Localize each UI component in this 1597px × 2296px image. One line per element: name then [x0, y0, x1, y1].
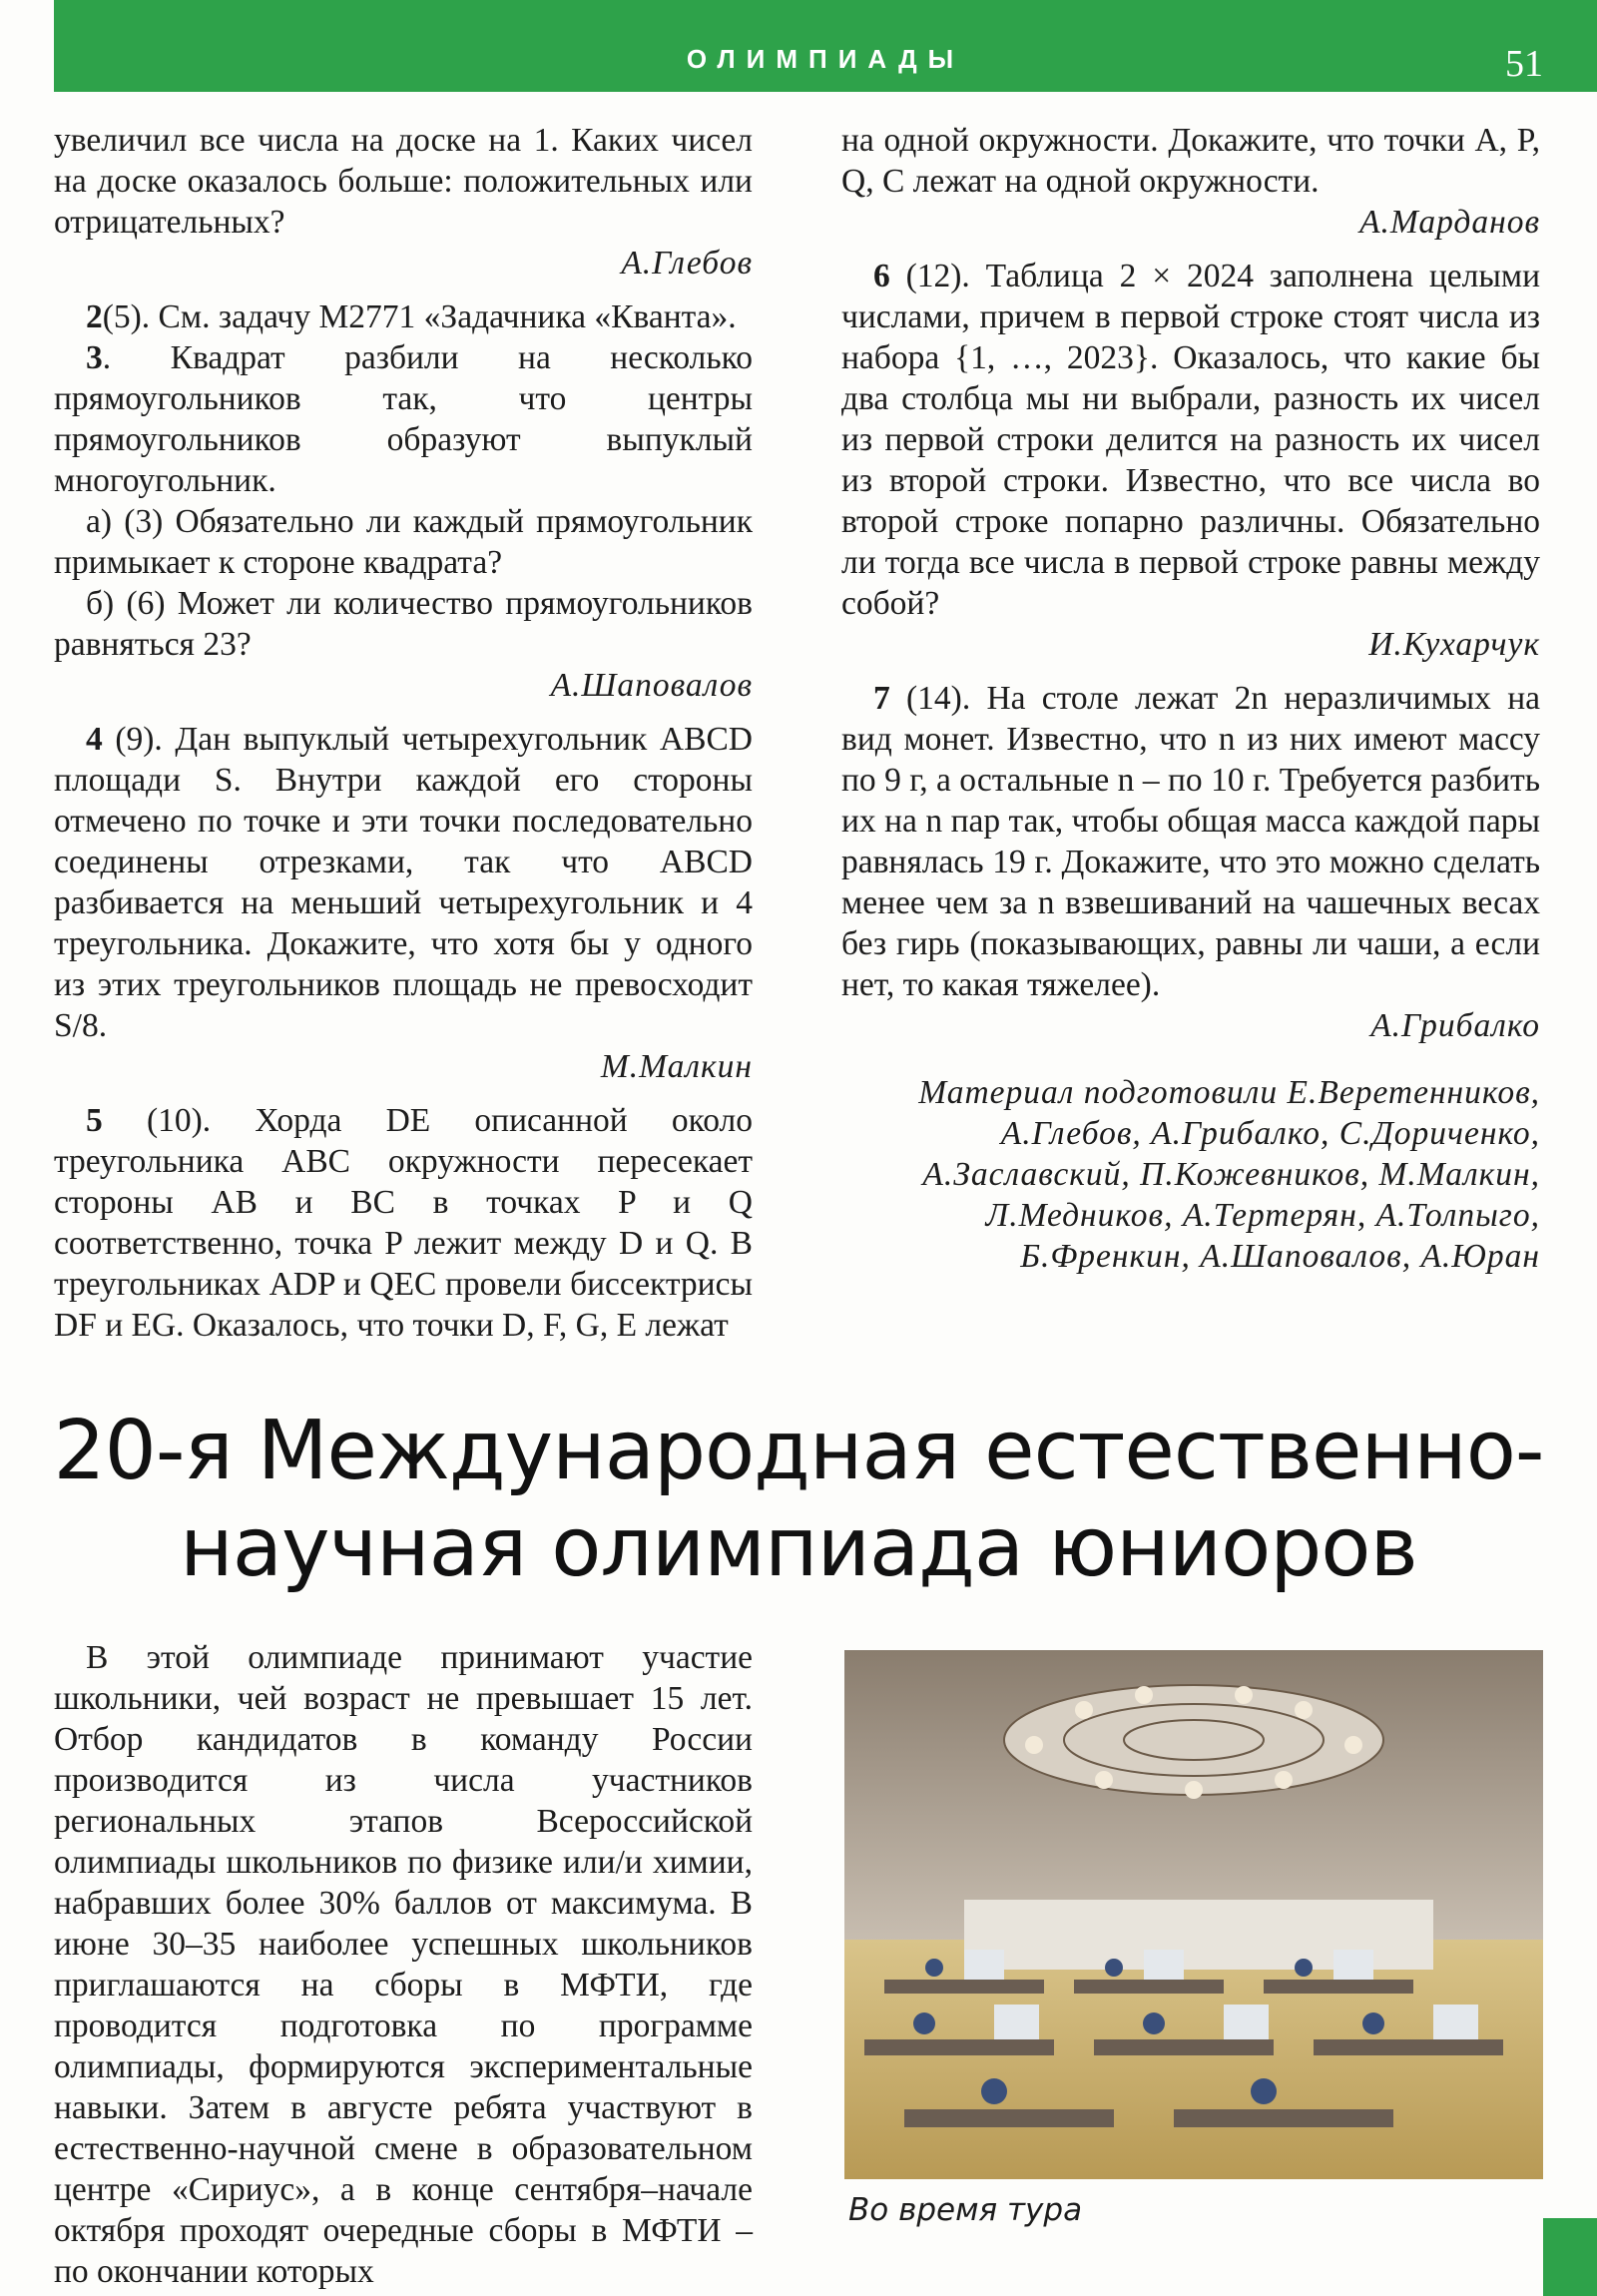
- article-body: [54, 1637, 753, 2292]
- right-column: [841, 120, 1540, 1277]
- problem-6-author: И.Кухарчук: [1368, 626, 1540, 663]
- problem-6-number: 6: [873, 258, 890, 294]
- problem-3-part-a: а) (3) Обязательно ли каждый прямоугольник примыкает к стороне квадрата?: [54, 503, 753, 581]
- olympiad-hall-photo: [844, 1650, 1543, 2179]
- problem-2: [54, 296, 753, 337]
- problem-5-number: 5: [86, 1102, 103, 1139]
- problem-5-text: (10). Хорда DE описанной около треугольника ABC окружности пересекает стороны AB и BC в точках P и Q соответственно, точка P лежит между D и Q. В треугольниках ADP и QEC провели биссектрисы DF и EG. Оказалось, что точки D, F, G, E лежат: [54, 1102, 753, 1344]
- left-column: [54, 120, 753, 1346]
- problem-6-text: (12). Таблица 2 × 2024 заполнена целыми числами, причем в первой строке стоят числа из набора {1, …, 2023}. Оказалось, что какие бы два столбца мы ни выбрали, разность их чисел из первой строки делится на разность их чисел из второй строки. Известно, что все числа во второй строке попарно различны. Обязательно ли тогда все числа в первой строке равны между собой?: [841, 258, 1540, 622]
- problem-7-number: 7: [873, 680, 890, 717]
- problem-4-text: (9). Дан выпуклый четырехугольник ABCD площади S. Внутри каждой его стороны отмечено по точке и эти точки последовательно соединены отрезками, так что ABCD разбивается на меньший четырехугольник и 4 треугольника. Докажите, что хотя бы у одного из этих треугольников площадь не превосходит S/8.: [54, 721, 753, 1044]
- problem-5-continued: на одной окружности. Докажите, что точки A, P, Q, C лежат на одной окружности.: [841, 122, 1540, 200]
- problem-4: [54, 719, 753, 1046]
- problem-5: [54, 1100, 753, 1346]
- headline-line-1: 20-я Международная естественно-: [53, 1404, 1544, 1498]
- problem-1-tail: увеличил все числа на доске на 1. Каких чисел на доске оказалось больше: положительных или отрицательных?: [54, 122, 753, 241]
- article-headline: [0, 1403, 1597, 1596]
- problem-4-author: М.Малкин: [600, 1048, 753, 1085]
- credits: Материал подготовили Е.Веретенников, А.Глебов, А.Грибалко, С.Дориченко, А.Заславский, П.Кожевников, М.Малкин, Л.Медников, А.Тертерян, А.Толпыго, Б.Френкин, А.Шаповалов, А.Юран: [918, 1074, 1540, 1275]
- problem-7: [841, 678, 1540, 1005]
- page-number: 51: [1505, 43, 1543, 85]
- problem-3-part-b: б) (6) Может ли количество прямоугольников равняться 23?: [54, 585, 753, 663]
- problem-7-author: А.Грибалко: [1370, 1007, 1540, 1044]
- problem-3-number: 3: [86, 339, 103, 376]
- problem-3-text: . Квадрат разбили на несколько прямоугольников так, что центры прямоугольников образуют выпуклый многоугольник.: [54, 339, 753, 499]
- headline-line-2: научная олимпиада юниоров: [180, 1500, 1417, 1595]
- problem-3: [54, 337, 753, 501]
- header-band: [54, 0, 1597, 92]
- problem-2-number: 2: [86, 298, 103, 335]
- problem-6: [841, 256, 1540, 624]
- problem-5-author: А.Марданов: [1359, 204, 1540, 241]
- article-paragraph: В этой олимпиаде принимают участие школьники, чей возраст не превышает 15 лет. Отбор кандидатов в команду России производится из числа участников региональных этапов Всероссийской олимпиады школьников по физике или/и химии, набравших более 30% баллов от максимума. В июне 30–35 наиболее успешных школьников приглашаются на сборы в МФТИ, где проводится подготовка по программе олимпиады, формируются экспериментальные навыки. Затем в августе ребята участвуют в естественно-научной смене в образовательном центре «Сириус», а в конце сентября–начале октября проходят очередные сборы в МФТИ – по окончании которых: [54, 1639, 753, 2290]
- problem-2-text: (5). См. задачу М2771 «Задачника «Кванта».: [102, 298, 737, 335]
- corner-accent: [1543, 2218, 1597, 2296]
- problem-1-author: А.Глебов: [621, 245, 753, 282]
- photo-caption: Во время тура: [848, 2192, 1083, 2228]
- section-title: ОЛИМПИАДЫ: [686, 44, 965, 74]
- problem-4-number: 4: [86, 721, 103, 758]
- problem-7-text: (14). На столе лежат 2n неразличимых на вид монет. Известно, что n из них имеют массу по 9 г, а остальные n – по 10 г. Требуется разбить их на n пар так, чтобы общая масса каждой пары равнялась 19 г. Докажите, что это можно сделать менее чем за n взвешиваний на чашечных весах без гирь (показывающих, равны ли чаши, а если нет, то какая тяжелее).: [841, 680, 1540, 1003]
- problem-3-author: А.Шаповалов: [550, 667, 753, 704]
